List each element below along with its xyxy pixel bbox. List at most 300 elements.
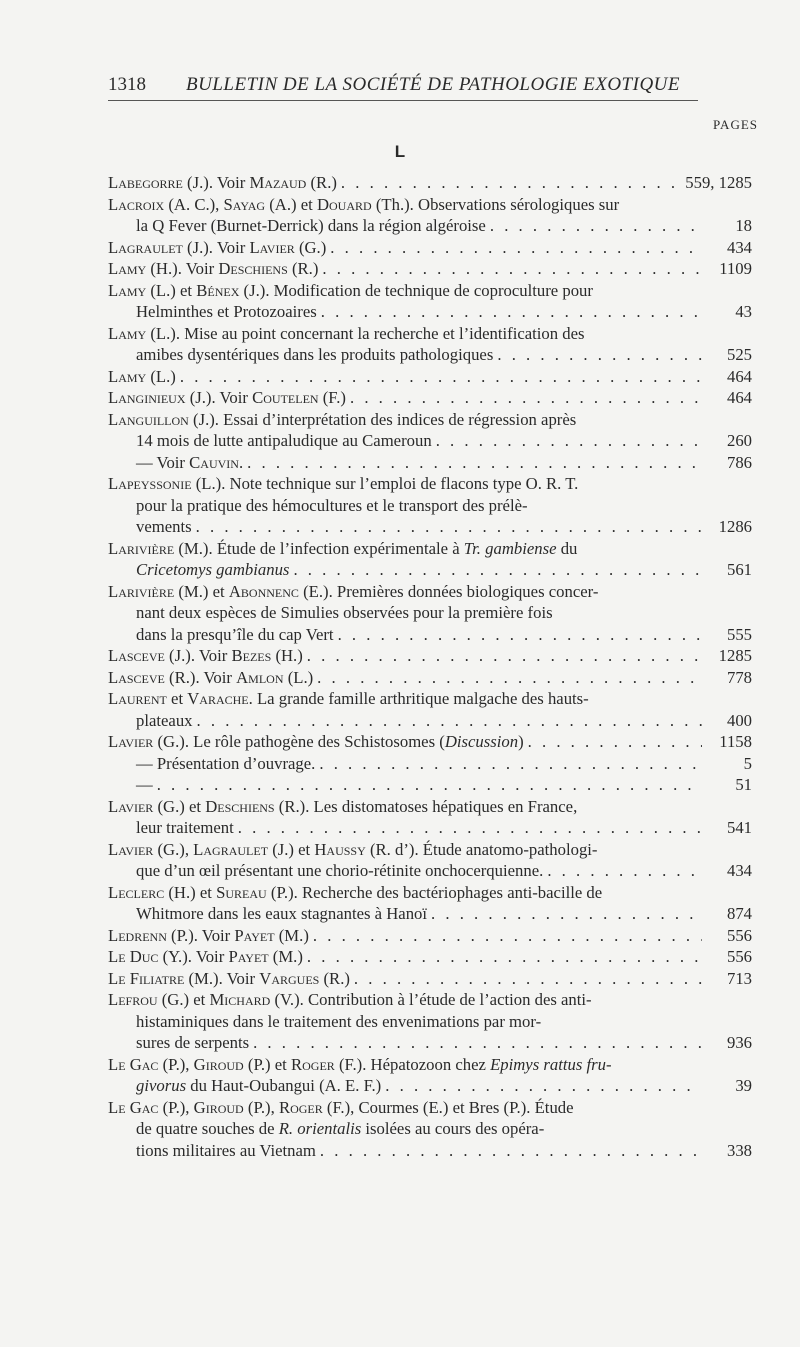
entry-fragment: Helminthes et Protozoaires bbox=[136, 302, 317, 321]
entry-line bbox=[108, 1097, 752, 1119]
author-name: Larivière bbox=[108, 538, 175, 558]
entry-text bbox=[108, 280, 593, 302]
author-name: Cauvin bbox=[189, 452, 239, 472]
index-entry bbox=[108, 796, 752, 839]
entry-text bbox=[108, 989, 592, 1011]
entry-line bbox=[108, 774, 752, 796]
italic-term: givorus bbox=[136, 1076, 187, 1095]
entry-line bbox=[108, 968, 752, 990]
entry-fragment: amibes dysentériques dans les produits pathologiques bbox=[136, 345, 494, 364]
dot-leader bbox=[547, 860, 702, 882]
author-name: Giroud bbox=[193, 1097, 244, 1117]
entry-fragment: (G.), bbox=[153, 839, 194, 859]
entry-fragment: (P.). Voir bbox=[166, 925, 235, 945]
entry-fragment: (R. d’). Étude anatomo-pathologi- bbox=[365, 839, 598, 859]
entry-line bbox=[108, 645, 752, 667]
index-entry bbox=[108, 473, 752, 538]
dot-leader bbox=[196, 516, 702, 538]
entry-fragment: (P.), bbox=[158, 1054, 194, 1074]
entry-line bbox=[108, 258, 752, 280]
entry-text bbox=[108, 194, 619, 216]
entry-fragment: (E.). Premières données biologiques concer- bbox=[298, 581, 599, 601]
index-entry bbox=[108, 1054, 752, 1097]
entry-fragment: tions militaires au Vietnam bbox=[136, 1140, 316, 1160]
author-name: Douard bbox=[316, 194, 372, 214]
author-name: Laurent bbox=[108, 689, 167, 708]
page-ref: 786 bbox=[726, 452, 752, 472]
entry-fragment: (J.). Voir bbox=[164, 646, 232, 665]
entry-fragment: isolées au cours des opéra- bbox=[361, 1119, 545, 1138]
entry-line bbox=[108, 344, 752, 366]
entry-fragment: (V.). Contribution à l’étude de l’action des anti- bbox=[270, 990, 592, 1009]
index-entry bbox=[108, 839, 752, 882]
entry-fragment: (J.). Voir bbox=[182, 237, 250, 257]
dot-leader bbox=[350, 387, 702, 409]
entry-text bbox=[136, 1075, 381, 1097]
author-name: Lavier bbox=[108, 732, 154, 751]
entry-line bbox=[108, 387, 752, 409]
author-name: Lapeyssonie bbox=[108, 474, 192, 493]
author-name: Ledrenn bbox=[108, 925, 167, 945]
entry-fragment: — Voir bbox=[136, 452, 190, 472]
entry-fragment: . bbox=[238, 452, 244, 472]
author-name: Giroud bbox=[193, 1054, 244, 1074]
entry-fragment: (H.) bbox=[271, 646, 303, 665]
entry-fragment: (M.). Étude de l’infection expérimentale à bbox=[174, 538, 464, 558]
entry-fragment: (G.) et bbox=[153, 796, 206, 816]
entry-fragment: sures de serpents bbox=[136, 1033, 250, 1052]
author-name: Michard bbox=[209, 990, 271, 1009]
dot-leader bbox=[157, 774, 702, 796]
entry-text bbox=[136, 1118, 544, 1140]
entry-fragment: (J.). Essai d’interprétation des indices de régression après bbox=[188, 409, 577, 429]
author-name: Lasceve bbox=[108, 667, 165, 687]
running-header bbox=[108, 68, 696, 108]
author-name: Langinieux bbox=[108, 388, 186, 407]
entry-fragment: (M.) bbox=[274, 925, 309, 945]
entry-fragment: (G.) et bbox=[157, 990, 210, 1009]
entry-line bbox=[108, 925, 752, 947]
page-ref: 5 bbox=[743, 753, 752, 773]
dot-leader bbox=[436, 430, 702, 452]
author-name: Lasceve bbox=[108, 646, 165, 665]
entry-line bbox=[108, 1054, 752, 1076]
entry-line bbox=[108, 495, 752, 517]
dot-leader bbox=[385, 1075, 702, 1097]
entry-line bbox=[108, 1032, 752, 1054]
entry-line bbox=[108, 860, 752, 882]
page-ref: 874 bbox=[726, 904, 752, 923]
entry-fragment: (M.) et bbox=[174, 581, 229, 601]
page-ref: 338 bbox=[726, 1140, 752, 1160]
entry-fragment: — Présentation d’ouvrage. bbox=[136, 753, 316, 773]
entry-text bbox=[108, 172, 337, 194]
index-entry bbox=[108, 731, 752, 753]
author-name: Mazaud bbox=[249, 173, 307, 192]
entry-fragment: (L.). Note technique sur l’emploi de flacons type O. R. T. bbox=[191, 474, 579, 493]
entry-text bbox=[136, 860, 543, 882]
entry-text bbox=[136, 559, 289, 581]
page-ref: 39 bbox=[735, 1076, 752, 1095]
index-entry bbox=[108, 258, 752, 280]
page-ref: 464 bbox=[726, 388, 752, 407]
entry-fragment: (R.) bbox=[306, 173, 337, 192]
entry-text bbox=[108, 925, 309, 947]
entry-line bbox=[108, 1011, 752, 1033]
author-name: Le Gac bbox=[108, 1054, 159, 1074]
page-number: 1318 bbox=[108, 74, 146, 95]
dot-leader bbox=[341, 172, 679, 194]
author-name: Lamy bbox=[108, 280, 147, 300]
entry-fragment: (F.), Courmes (E.) et Bres (P.). Étude bbox=[322, 1097, 574, 1117]
entry-line bbox=[108, 667, 752, 689]
entry-line bbox=[108, 237, 752, 259]
entry-fragment: (P.) et bbox=[243, 1054, 291, 1074]
entry-text bbox=[108, 1054, 612, 1076]
entry-fragment: (L.) bbox=[283, 667, 314, 687]
entry-text bbox=[136, 495, 528, 517]
entry-text bbox=[108, 667, 313, 689]
entry-text bbox=[136, 1011, 541, 1033]
italic-term: Discussion bbox=[444, 732, 519, 751]
entry-text bbox=[136, 301, 317, 323]
dot-leader bbox=[197, 710, 702, 732]
dot-leader bbox=[528, 731, 702, 753]
dot-leader bbox=[293, 559, 702, 581]
entry-fragment: (M.). Voir bbox=[184, 968, 260, 988]
index-entry bbox=[108, 753, 752, 775]
entry-text bbox=[136, 817, 234, 839]
entry-text bbox=[136, 624, 334, 646]
author-name: Languillon bbox=[108, 409, 189, 429]
entry-fragment: (F.) bbox=[318, 388, 346, 407]
entry-text bbox=[136, 903, 427, 925]
author-name: Lavier bbox=[108, 839, 154, 859]
pages-column-label: PAGES bbox=[713, 117, 758, 132]
author-name: Labegorre bbox=[108, 173, 183, 192]
page-ref: 555 bbox=[726, 624, 752, 644]
dot-leader bbox=[238, 817, 702, 839]
dot-leader bbox=[431, 903, 702, 925]
author-name: Larivière bbox=[108, 581, 175, 601]
entry-fragment: (R.). Les distomatoses hépatiques en France, bbox=[274, 796, 578, 816]
index-entry bbox=[108, 946, 752, 968]
author-name: Sureau bbox=[216, 882, 267, 902]
page-ref: 1109 bbox=[719, 259, 752, 278]
page-ref: 464 bbox=[726, 366, 752, 386]
entry-text bbox=[136, 602, 553, 624]
entry-line bbox=[108, 366, 752, 388]
page-ref: 1286 bbox=[718, 517, 752, 536]
entry-fragment: (J.) et bbox=[268, 839, 315, 859]
dot-leader bbox=[321, 301, 702, 323]
author-name: Le Filiatre bbox=[108, 968, 185, 988]
page-ref: 1285 bbox=[718, 646, 752, 665]
entry-line bbox=[108, 731, 752, 753]
entry-fragment: plateaux bbox=[136, 710, 193, 730]
author-name: Lamy bbox=[108, 366, 147, 386]
entry-fragment: (R.). Voir bbox=[164, 667, 237, 687]
index-entry bbox=[108, 280, 752, 323]
entry-text bbox=[108, 796, 577, 818]
entry-line bbox=[108, 473, 752, 495]
index-entry bbox=[108, 323, 752, 366]
index-entry bbox=[108, 882, 752, 925]
author-name: Bénex bbox=[196, 280, 240, 300]
author-name: Deschiens bbox=[218, 259, 288, 278]
page-ref: 260 bbox=[726, 431, 752, 450]
index-entry bbox=[108, 409, 752, 452]
author-name: Roger bbox=[291, 1054, 335, 1074]
italic-term: R. orientalis bbox=[278, 1119, 362, 1138]
author-name: Payet bbox=[234, 925, 275, 945]
entry-text bbox=[108, 688, 589, 710]
index-list bbox=[108, 172, 752, 1161]
dot-leader bbox=[307, 645, 702, 667]
entry-line bbox=[108, 882, 752, 904]
entry-text bbox=[136, 215, 486, 237]
entry-fragment: leur traitement bbox=[136, 818, 234, 837]
entry-text bbox=[136, 1032, 249, 1054]
author-name: Lagraulet bbox=[193, 839, 269, 859]
index-entry bbox=[108, 925, 752, 947]
entry-fragment: du bbox=[556, 538, 578, 558]
page-ref: 43 bbox=[735, 302, 752, 321]
entry-line bbox=[108, 624, 752, 646]
entry-text bbox=[108, 968, 350, 990]
entry-line bbox=[108, 710, 752, 732]
dot-leader bbox=[354, 968, 702, 990]
page-ref: 936 bbox=[726, 1033, 752, 1052]
entry-fragment: (F.). Hépatozoon chez bbox=[334, 1054, 491, 1074]
entry-fragment: (H.). Voir bbox=[146, 259, 219, 278]
page-ref: 18 bbox=[735, 216, 752, 235]
entry-fragment: 14 mois de lutte antipaludique au Cameroun bbox=[136, 431, 432, 450]
entry-fragment: la Q Fever (Burnet-Derrick) dans la région algéroise bbox=[136, 216, 486, 235]
author-name: Lamy bbox=[108, 323, 147, 343]
dot-leader bbox=[247, 452, 702, 474]
index-entry bbox=[108, 667, 752, 689]
page-ref: 51 bbox=[735, 775, 752, 794]
entry-text bbox=[108, 258, 318, 280]
entry-fragment: ) bbox=[518, 732, 524, 751]
author-name: Lavier bbox=[249, 237, 295, 257]
entry-fragment: dans la presqu’île du cap Vert bbox=[136, 624, 334, 644]
entry-line bbox=[108, 796, 752, 818]
entry-fragment: (G.) bbox=[294, 237, 327, 257]
index-entry bbox=[108, 1097, 752, 1162]
entry-fragment: — bbox=[136, 775, 153, 794]
entry-line bbox=[108, 215, 752, 237]
page-ref: 559, 1285 bbox=[685, 173, 752, 192]
entry-line bbox=[108, 452, 752, 474]
entry-fragment: et bbox=[166, 689, 188, 708]
index-entry bbox=[108, 452, 752, 474]
entry-text bbox=[108, 839, 598, 861]
author-name: Haussy bbox=[314, 839, 366, 859]
index-entry bbox=[108, 172, 752, 194]
index-entry bbox=[108, 581, 752, 646]
author-name: Lavier bbox=[108, 796, 154, 816]
entry-line bbox=[108, 817, 752, 839]
entry-line bbox=[108, 903, 752, 925]
page-ref: 434 bbox=[726, 861, 752, 880]
entry-fragment: (A. C.), bbox=[164, 194, 224, 214]
index-entry bbox=[108, 387, 752, 409]
entry-line bbox=[108, 538, 752, 560]
entry-text bbox=[108, 473, 578, 495]
entry-fragment: (R.) bbox=[319, 968, 350, 988]
author-name: Payet bbox=[228, 947, 269, 966]
index-entry bbox=[108, 968, 752, 990]
entry-text bbox=[108, 237, 326, 259]
index-entry bbox=[108, 645, 752, 667]
entry-fragment: (P.), bbox=[243, 1097, 279, 1117]
entry-line bbox=[108, 602, 752, 624]
entry-fragment: (Y.). Voir bbox=[158, 947, 229, 966]
entry-text bbox=[108, 366, 176, 388]
entry-fragment: (P.). Recherche des bactériophages anti-bacille de bbox=[266, 882, 603, 902]
entry-line bbox=[108, 753, 752, 775]
entry-fragment: (Th.). Observations sérologiques sur bbox=[371, 194, 620, 214]
page-ref: 1158 bbox=[719, 732, 752, 751]
page-ref: 561 bbox=[726, 560, 752, 579]
entry-fragment: de quatre souches de bbox=[136, 1119, 279, 1138]
entry-text bbox=[136, 710, 193, 732]
entry-line bbox=[108, 280, 752, 302]
author-name: Vargues bbox=[259, 968, 320, 988]
dot-leader bbox=[319, 753, 702, 775]
entry-line bbox=[108, 989, 752, 1011]
entry-line bbox=[108, 409, 752, 431]
italic-term: Epimys rattus fru- bbox=[490, 1054, 612, 1074]
entry-line bbox=[108, 839, 752, 861]
page-ref: 713 bbox=[726, 968, 752, 988]
page-ref: 778 bbox=[726, 667, 752, 687]
index-entry bbox=[108, 774, 752, 796]
author-name: Lamy bbox=[108, 259, 147, 278]
entry-text bbox=[108, 387, 346, 409]
index-entry bbox=[108, 989, 752, 1054]
author-name: Leclerc bbox=[108, 882, 165, 902]
entry-fragment: nant deux espèces de Simulies observées pour la première fois bbox=[136, 603, 553, 622]
page-ref: 434 bbox=[726, 237, 752, 257]
entry-text bbox=[136, 774, 153, 796]
entry-fragment: (M.) bbox=[268, 947, 303, 966]
author-name: Le Duc bbox=[108, 947, 159, 966]
author-name: Sayag bbox=[223, 194, 266, 214]
page-ref: 556 bbox=[726, 925, 752, 945]
entry-text bbox=[108, 323, 585, 345]
dot-leader bbox=[317, 667, 702, 689]
entry-fragment: (L.). Mise au point concernant la recherche et l’identification des bbox=[146, 323, 585, 343]
author-name: Coutelen bbox=[252, 388, 319, 407]
entry-text bbox=[136, 516, 192, 538]
dot-leader bbox=[322, 258, 702, 280]
author-name: Le Gac bbox=[108, 1097, 159, 1117]
entry-text bbox=[136, 1140, 316, 1162]
dot-leader bbox=[320, 1140, 702, 1162]
entry-text bbox=[136, 753, 315, 775]
author-name: Amlon bbox=[236, 667, 284, 687]
entry-line bbox=[108, 688, 752, 710]
entry-fragment: . La grande famille arthritique malgache des hauts- bbox=[248, 689, 589, 708]
dot-leader bbox=[490, 215, 702, 237]
entry-line bbox=[108, 194, 752, 216]
entry-text bbox=[108, 409, 576, 431]
italic-term: Cricetomys gambianus bbox=[136, 560, 290, 579]
entry-fragment: (L.) bbox=[146, 366, 176, 386]
entry-line bbox=[108, 172, 752, 194]
dot-leader bbox=[180, 366, 702, 388]
entry-fragment: du Haut-Oubangui (A. E. F.) bbox=[186, 1076, 382, 1095]
entry-line bbox=[108, 1118, 752, 1140]
entry-fragment: (P.), bbox=[158, 1097, 194, 1117]
dot-leader bbox=[338, 624, 702, 646]
entry-fragment: histaminiques dans le traitement des envenimations par mor- bbox=[136, 1011, 542, 1031]
dot-leader bbox=[307, 946, 702, 968]
author-name: Deschiens bbox=[205, 796, 275, 816]
entry-fragment: vements bbox=[136, 517, 192, 536]
dot-leader bbox=[497, 344, 702, 366]
entry-line bbox=[108, 301, 752, 323]
entry-text bbox=[136, 452, 243, 474]
entry-line bbox=[108, 1075, 752, 1097]
entry-line bbox=[108, 1140, 752, 1162]
entry-text bbox=[136, 344, 493, 366]
entry-line bbox=[108, 430, 752, 452]
page-ref: 400 bbox=[726, 710, 752, 730]
entry-fragment: (H.) et bbox=[164, 882, 217, 902]
entry-fragment: Whitmore dans les eaux stagnantes à Hanoï bbox=[136, 904, 428, 923]
index-entry bbox=[108, 688, 752, 731]
entry-line bbox=[108, 559, 752, 581]
italic-term: Tr. gambiense bbox=[463, 538, 557, 558]
entry-text bbox=[108, 1097, 574, 1119]
index-entry bbox=[108, 237, 752, 259]
author-name: Lacroix bbox=[108, 194, 165, 214]
entry-fragment: (A.) et bbox=[265, 194, 317, 214]
dot-leader bbox=[253, 1032, 702, 1054]
entry-text bbox=[108, 731, 524, 753]
running-title: BULLETIN DE LA SOCIÉTÉ DE PATHOLOGIE EXOTIQUE bbox=[186, 74, 681, 95]
dot-leader bbox=[313, 925, 702, 947]
author-name: Lefrou bbox=[108, 990, 158, 1009]
entry-text bbox=[108, 946, 303, 968]
dot-leader bbox=[330, 237, 702, 259]
page-ref: 556 bbox=[726, 947, 752, 966]
entry-text bbox=[108, 882, 602, 904]
page-ref: 541 bbox=[726, 818, 752, 837]
author-name: Lagraulet bbox=[108, 237, 183, 257]
author-name: Abonnenc bbox=[228, 581, 299, 601]
entry-fragment: que d’un œil présentant une chorio-rétinite onchocerquienne. bbox=[136, 861, 544, 880]
page-ref: 525 bbox=[726, 345, 752, 364]
entry-text bbox=[108, 538, 577, 560]
entry-line bbox=[108, 516, 752, 538]
index-entry bbox=[108, 194, 752, 237]
entry-fragment: (J.). Modification de technique de coproculture pour bbox=[239, 280, 593, 300]
author-name: Bezes bbox=[231, 646, 272, 665]
author-name: Varache bbox=[187, 689, 249, 708]
entry-text bbox=[108, 581, 598, 603]
author-name: Roger bbox=[278, 1097, 323, 1117]
section-letter: L bbox=[394, 142, 406, 161]
index-entry bbox=[108, 366, 752, 388]
entry-fragment: (R.) bbox=[287, 259, 319, 278]
entry-line bbox=[108, 946, 752, 968]
entry-fragment: (J.). Voir bbox=[185, 388, 253, 407]
